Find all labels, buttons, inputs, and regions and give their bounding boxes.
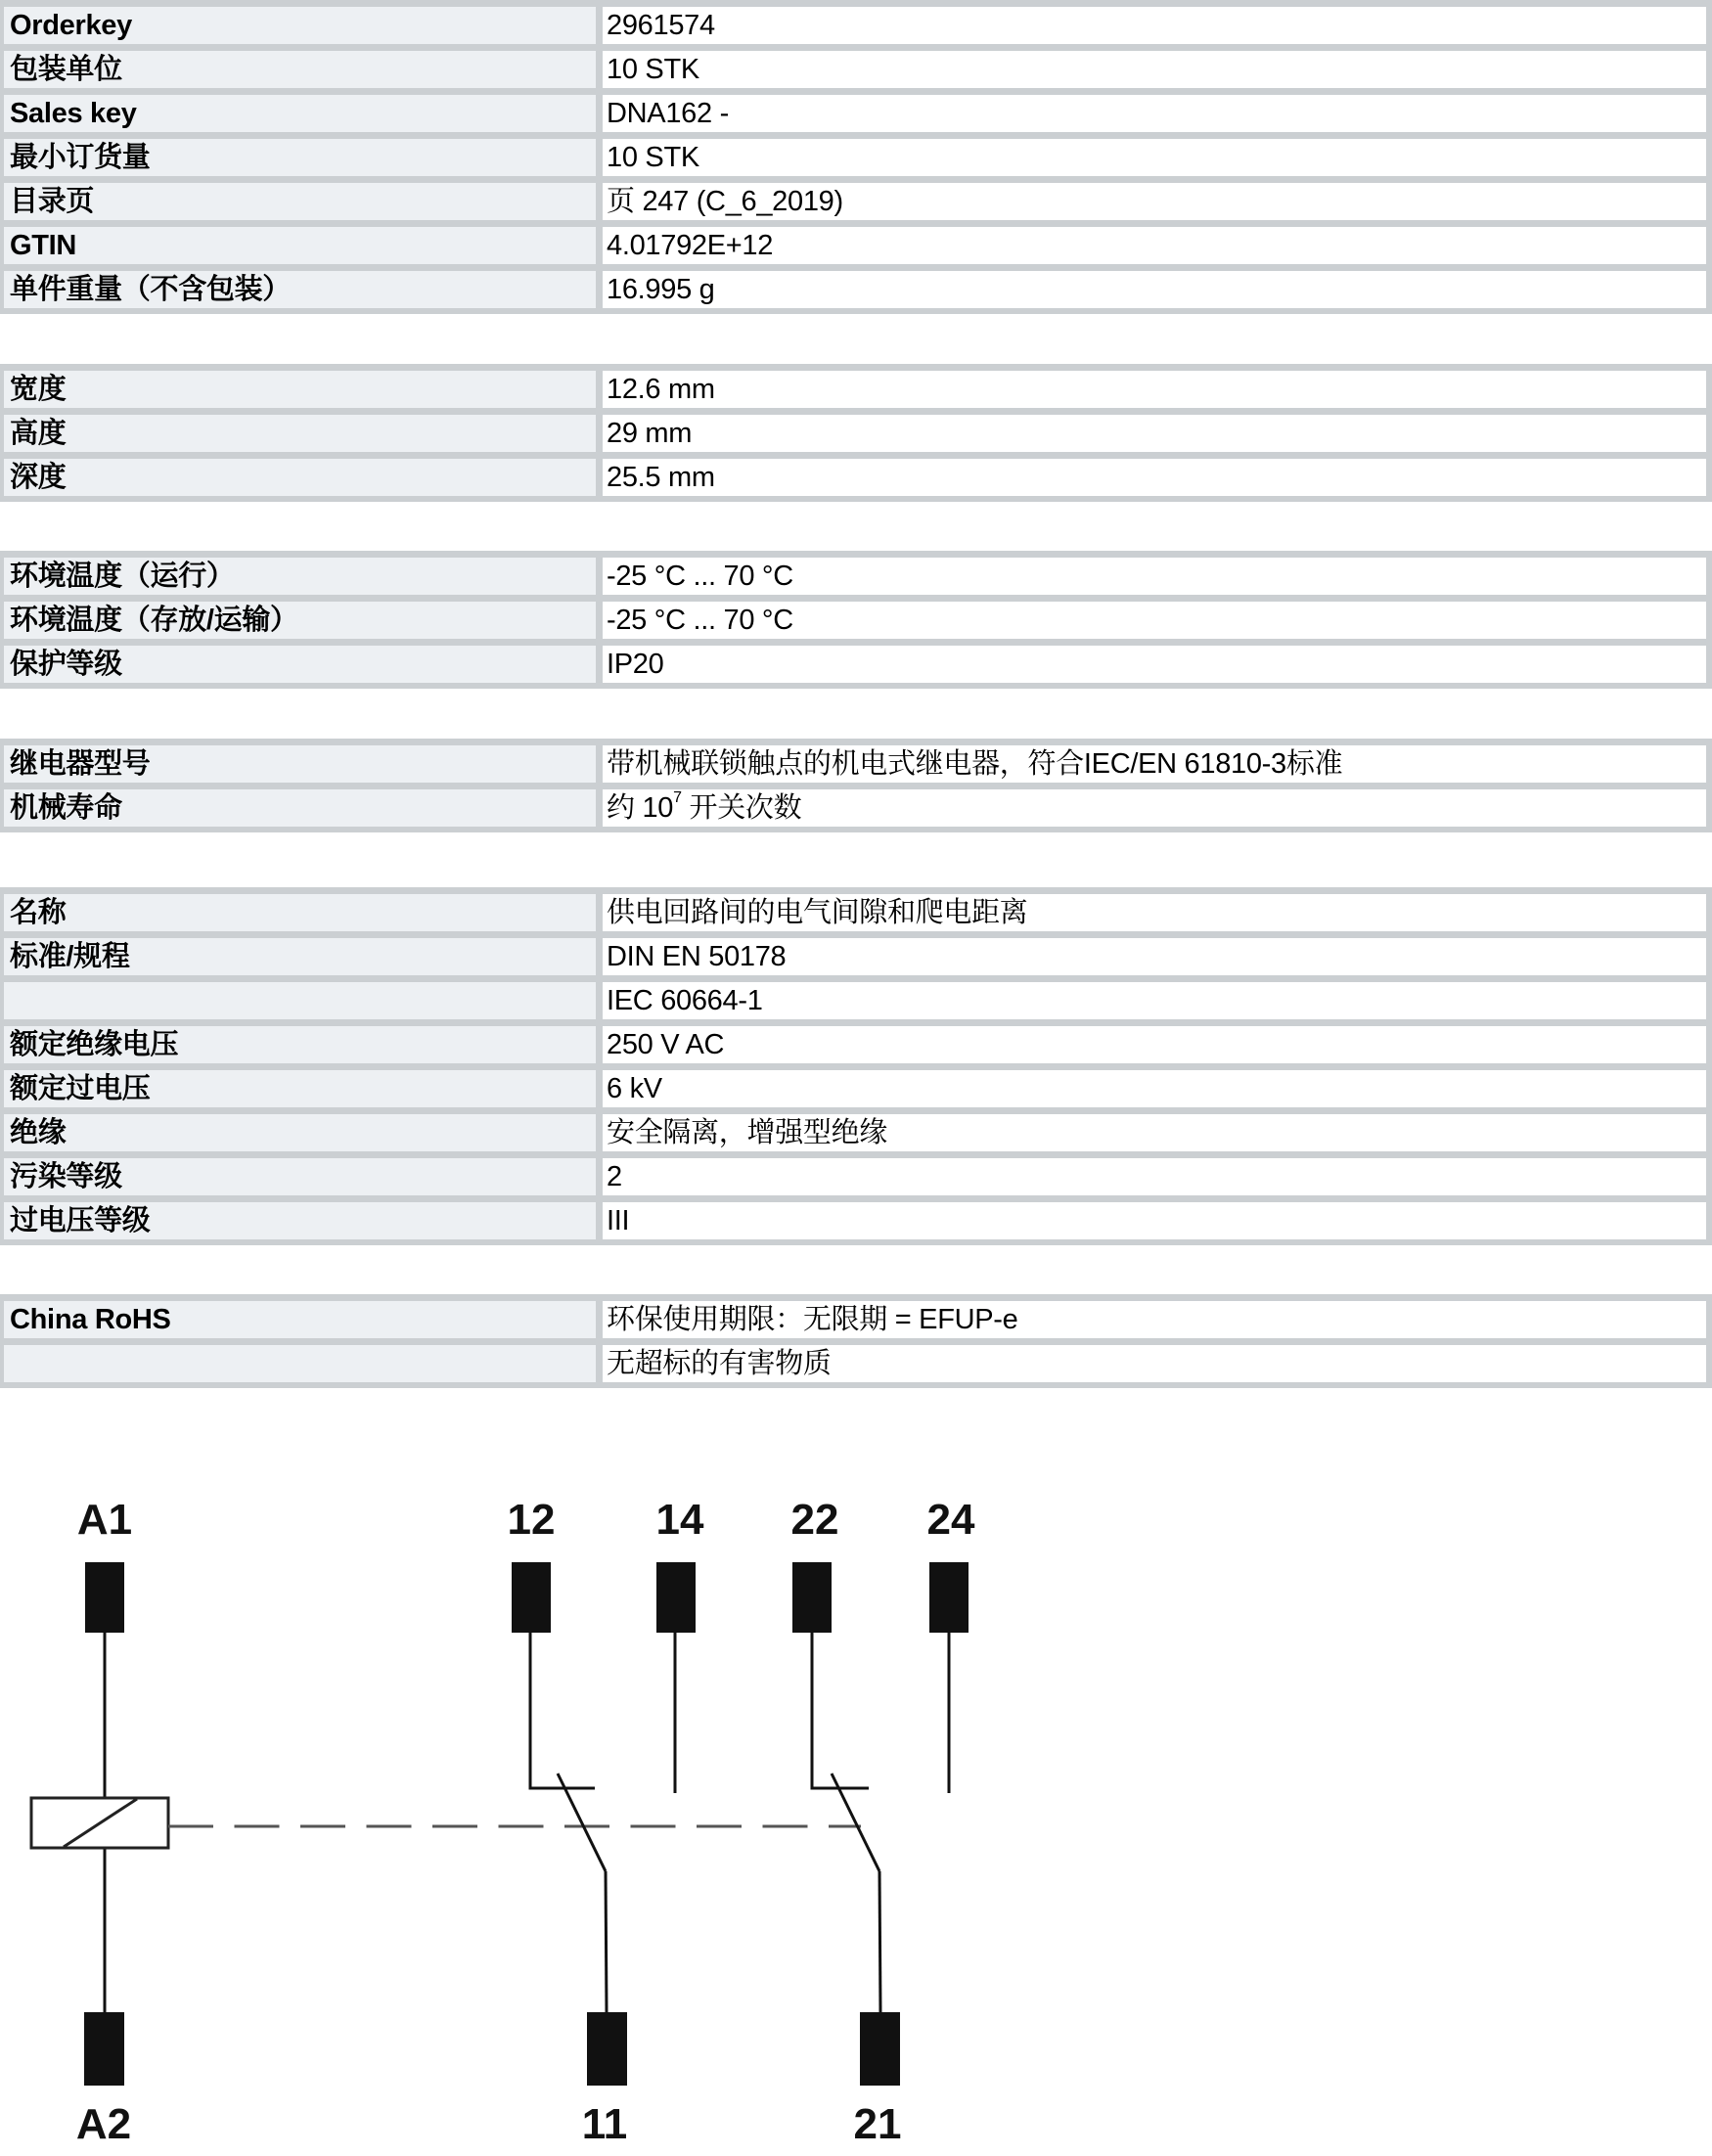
spec-row xyxy=(4,1158,1706,1195)
spec-group-dimensions xyxy=(0,364,1712,502)
spec-label: 额定过电压 xyxy=(4,1070,596,1107)
spec-label: 污染等级 xyxy=(4,1158,596,1195)
value-exponent: 7 xyxy=(673,789,682,807)
terminal-pin-21 xyxy=(860,2012,900,2086)
spec-value: DNA162 - xyxy=(603,95,1706,132)
spec-value-mechanical-life xyxy=(603,789,1706,827)
spec-row xyxy=(4,139,1706,176)
terminal-pin-22 xyxy=(792,1562,832,1633)
spec-value: 4.01792E+12 xyxy=(603,227,1706,264)
spec-label: 单件重量（不含包装） xyxy=(4,271,596,308)
spec-value: III xyxy=(603,1202,1706,1239)
terminal-pin-11 xyxy=(587,2012,627,2086)
spec-value: 供电回路间的电气间隙和爬电距离 xyxy=(603,894,1706,931)
spec-label: 环境温度（运行） xyxy=(4,558,596,595)
spec-label: GTIN xyxy=(4,227,596,264)
spec-label: 名称 xyxy=(4,894,596,931)
spec-label: 目录页 xyxy=(4,183,596,220)
terminal-label-21: 21 xyxy=(853,2100,902,2148)
spec-label xyxy=(4,982,596,1019)
spec-row xyxy=(4,602,1706,639)
spec-value: 页 247 (C_6_2019) xyxy=(603,183,1706,220)
spec-row xyxy=(4,415,1706,452)
spec-value: 16.995 g xyxy=(603,271,1706,308)
terminal-pin-a2 xyxy=(84,2012,124,2086)
terminal-pin-14 xyxy=(656,1562,696,1633)
spec-group-relay-properties xyxy=(0,739,1712,832)
spec-row xyxy=(4,183,1706,220)
changeover-contact-2 xyxy=(812,1633,949,2012)
spec-row xyxy=(4,982,1706,1019)
spec-value: 6 kV xyxy=(603,1070,1706,1107)
spec-label: 最小订货量 xyxy=(4,139,596,176)
spec-row xyxy=(4,789,1706,827)
spec-label: China RoHS xyxy=(4,1301,596,1338)
spec-value: IEC 60664-1 xyxy=(603,982,1706,1019)
terminal-label-a1: A1 xyxy=(76,1496,133,1544)
spec-value: 环保使用期限：无限期 = EFUP-e xyxy=(603,1301,1706,1338)
relay-coil-icon xyxy=(31,1798,168,1848)
spec-row xyxy=(4,1114,1706,1151)
spec-value: 2961574 xyxy=(603,7,1706,44)
spec-row xyxy=(4,938,1706,975)
terminal-pin-a1 xyxy=(85,1562,124,1633)
value-prefix: 约 10 xyxy=(607,792,674,824)
changeover-contact-1 xyxy=(530,1633,675,2012)
spec-value: 25.5 mm xyxy=(603,459,1706,496)
spec-group-environmental-compliance xyxy=(0,1294,1712,1388)
spec-row xyxy=(4,371,1706,408)
spec-value: 安全隔离，增强型绝缘 xyxy=(603,1114,1706,1151)
spec-row xyxy=(4,51,1706,88)
spec-value: 带机械联锁触点的机电式继电器，符合IEC/EN 61810-3标准 xyxy=(603,745,1706,783)
spec-group-commercial-data xyxy=(0,0,1712,314)
spec-label: Sales key xyxy=(4,95,596,132)
spec-row xyxy=(4,745,1706,783)
spec-group-ambient-conditions xyxy=(0,551,1712,689)
spec-row xyxy=(4,894,1706,931)
spec-label: 高度 xyxy=(4,415,596,452)
relay-circuit-diagram xyxy=(0,1467,1712,2156)
terminal-label-24: 24 xyxy=(926,1496,975,1544)
terminal-label-a2: A2 xyxy=(75,2100,132,2148)
spec-row xyxy=(4,7,1706,44)
spec-label: 额定绝缘电压 xyxy=(4,1026,596,1063)
spec-value: -25 °C ... 70 °C xyxy=(603,602,1706,639)
spec-value: -25 °C ... 70 °C xyxy=(603,558,1706,595)
spec-value: 29 mm xyxy=(603,415,1706,452)
spec-row xyxy=(4,459,1706,496)
spec-label: 绝缘 xyxy=(4,1114,596,1151)
spec-row xyxy=(4,1345,1706,1382)
spec-value: 无超标的有害物质 xyxy=(603,1345,1706,1382)
spec-row xyxy=(4,1070,1706,1107)
terminal-pin-24 xyxy=(929,1562,969,1633)
spec-value: 10 STK xyxy=(603,139,1706,176)
spec-row xyxy=(4,646,1706,683)
spec-label: 保护等级 xyxy=(4,646,596,683)
terminal-label-22: 22 xyxy=(790,1496,839,1544)
spec-label: 标准/规程 xyxy=(4,938,596,975)
spec-label: 机械寿命 xyxy=(4,789,596,827)
spec-label: Orderkey xyxy=(4,7,596,44)
spec-row xyxy=(4,95,1706,132)
spec-label: 过电压等级 xyxy=(4,1202,596,1239)
spec-label: 包装单位 xyxy=(4,51,596,88)
spec-label: 宽度 xyxy=(4,371,596,408)
spec-label: 继电器型号 xyxy=(4,745,596,783)
spec-row xyxy=(4,227,1706,264)
spec-row xyxy=(4,558,1706,595)
spec-row xyxy=(4,1202,1706,1239)
spec-label xyxy=(4,1345,596,1382)
spec-row xyxy=(4,1301,1706,1338)
value-suffix: 开关次数 xyxy=(681,792,802,824)
spec-value: IP20 xyxy=(603,646,1706,683)
spec-value: DIN EN 50178 xyxy=(603,938,1706,975)
terminal-label-14: 14 xyxy=(655,1496,704,1544)
spec-label: 深度 xyxy=(4,459,596,496)
terminal-pin-12 xyxy=(512,1562,551,1633)
terminal-label-11: 11 xyxy=(581,2100,628,2148)
spec-value: 12.6 mm xyxy=(603,371,1706,408)
spec-row xyxy=(4,271,1706,308)
spec-group-insulation-coordination xyxy=(0,887,1712,1245)
spec-label: 环境温度（存放/运输） xyxy=(4,602,596,639)
spec-value: 2 xyxy=(603,1158,1706,1195)
spec-value: 10 STK xyxy=(603,51,1706,88)
spec-value: 250 V AC xyxy=(603,1026,1706,1063)
spec-row xyxy=(4,1026,1706,1063)
terminal-label-12: 12 xyxy=(507,1496,556,1544)
